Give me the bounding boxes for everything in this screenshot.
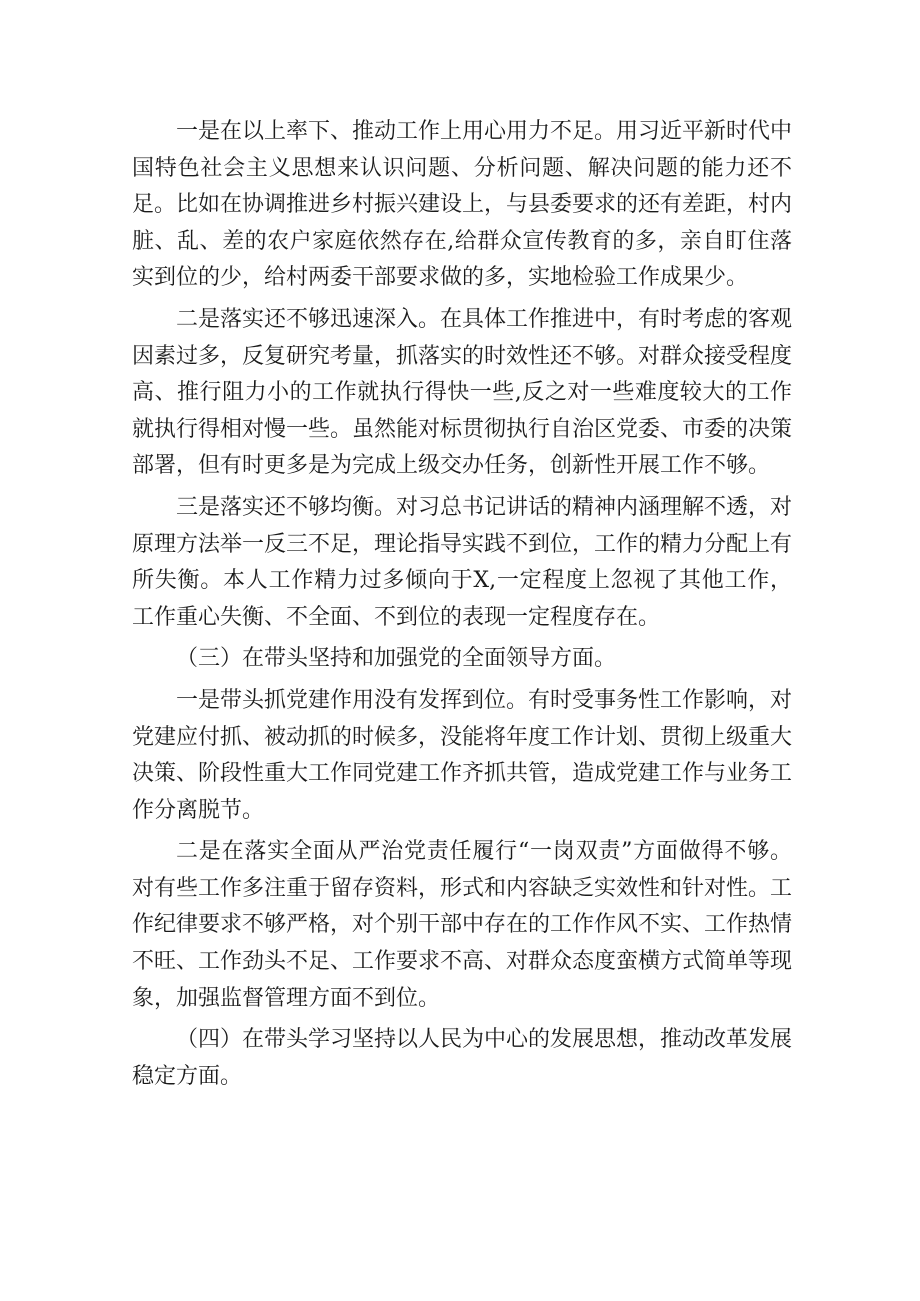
paragraph-5: 二是在落实全面从严治党责任履行“一岗双责”方面做得不够。对有些工作多注重于留存资料，形式和内容缺乏实效性和针对性。工作纪律要求不够严格，对个别干部中存在的工作作风不实、工作热情不旺、工作劲头不足、工作要求不高、对群众态度蛮横方式简单等现象，加强监督管理方面不到位。	[132, 839, 793, 1011]
section-heading-4: （四）在带头学习坚持以人民为中心的发展思想，推动改革发展稳定方面。	[132, 1027, 793, 1089]
section-heading-3: （三）在带头坚持和加强党的全面领导方面。	[176, 646, 617, 672]
document-body	[132, 114, 792, 1100]
paragraph-4: 一是带头抓党建作用没有发挥到位。有时受事务性工作影响，对党建应付抓、被动抓的时候多，没能将年度工作计划、贯彻上级重大决策、阶段性重大工作同党建工作齐抓共管，造成党建工作与业务工作分离脱节。	[132, 687, 793, 823]
paragraph-1: 一是在以上率下、推动工作上用心用力不足。用习近平新时代中国特色社会主义思想来认识问题、分析问题、解决问题的能力还不足。比如在协调推进乡村振兴建设上，与县委要求的还有差距，村内脏、乱、差的农户家庭依然存在,给群众宣传教育的多，亲自盯住落实到位的少，给村两委干部要求做的多，实地检验工作成果少。	[132, 119, 793, 291]
paragraph-2: 二是落实还不够迅速深入。在具体工作推进中，有时考虑的客观因素过多，反复研究考量，抓落实的时效性还不够。对群众接受程度高、推行阻力小的工作就执行得快一些,反之对一些难度较大的工作就执行得相对慢一些。虽然能对标贯彻执行自治区党委、市委的决策部署，但有时更多是为完成上级交办任务，创新性开展工作不够。	[132, 306, 793, 479]
paragraph-3: 三是落实还不够均衡。对习总书记讲话的精神内涵理解不透，对原理方法举一反三不足，理论指导实践不到位，工作的精力分配上有所失衡。本人工作精力过多倾向于X,一定程度上忽视了其他工作，工作重心失衡、不全面、不到位的表现一定程度存在。	[132, 494, 793, 630]
